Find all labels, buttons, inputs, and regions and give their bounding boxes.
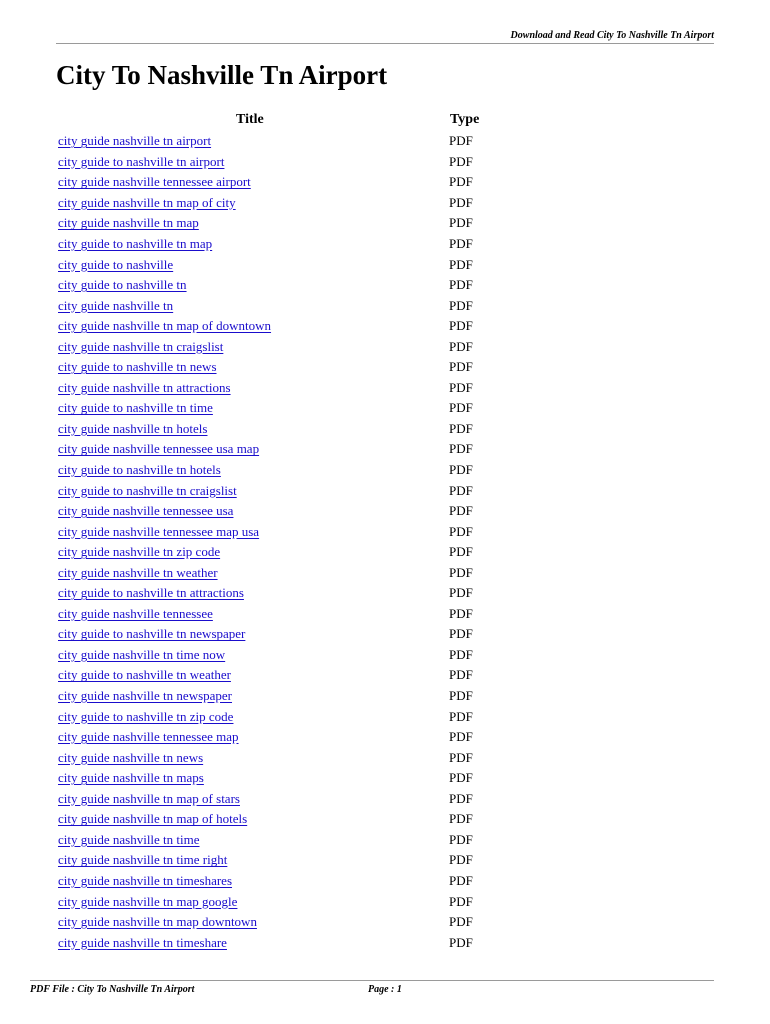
document-type: PDF: [449, 153, 473, 169]
column-header-type: Type: [450, 112, 480, 127]
document-link[interactable]: city guide to nashville tn news: [58, 359, 217, 375]
document-type: PDF: [449, 482, 473, 498]
document-type: PDF: [449, 790, 473, 806]
document-link[interactable]: city guide nashville tn hotels: [58, 420, 208, 436]
table-row: [58, 583, 518, 604]
header-rule: [56, 43, 714, 44]
document-type: PDF: [449, 318, 473, 334]
document-type: PDF: [449, 441, 473, 457]
document-link[interactable]: city guide nashville tennessee map: [58, 729, 239, 745]
document-type: PDF: [449, 297, 473, 313]
table-row: [58, 152, 518, 173]
document-link[interactable]: city guide to nashville tn: [58, 277, 187, 293]
document-link[interactable]: city guide nashville tennessee usa map: [58, 441, 260, 457]
document-type: PDF: [449, 893, 473, 909]
table-row: [58, 336, 518, 357]
document-link[interactable]: city guide nashville tn weather: [58, 564, 218, 580]
table-row: [58, 193, 518, 214]
document-link[interactable]: city guide to nashville tn weather: [58, 667, 231, 683]
table-row: [58, 275, 518, 296]
document-type: PDF: [449, 914, 473, 930]
document-link[interactable]: city guide to nashville tn zip code: [58, 708, 234, 724]
document-type: PDF: [449, 852, 473, 868]
table-row: [58, 624, 518, 645]
table-row: [58, 645, 518, 666]
document-link[interactable]: city guide nashville tennessee airport: [58, 174, 251, 190]
document-link[interactable]: city guide to nashville tn time: [58, 400, 213, 416]
table-row: [58, 357, 518, 378]
table-row: [58, 727, 518, 748]
document-type: PDF: [449, 585, 473, 601]
table-row: [58, 295, 518, 316]
document-type: PDF: [449, 400, 473, 416]
footer-file-label: PDF File : City To Nashville Tn Airport: [30, 984, 195, 995]
document-link[interactable]: city guide nashville tn timeshare: [58, 934, 227, 950]
document-type: PDF: [449, 688, 473, 704]
document-type: PDF: [449, 503, 473, 519]
table-row: [58, 501, 518, 522]
table-row: [58, 378, 518, 399]
table-row: [58, 665, 518, 686]
document-link[interactable]: city guide nashville tn time: [58, 831, 200, 847]
document-type: PDF: [449, 934, 473, 950]
table-row: [58, 747, 518, 768]
footer-rule: [30, 980, 714, 981]
page-title: City To Nashville Tn Airport: [56, 60, 388, 90]
document-type: PDF: [449, 872, 473, 888]
table-row: [58, 768, 518, 789]
document-link[interactable]: city guide to nashville tn hotels: [58, 462, 221, 478]
table-row: [58, 213, 518, 234]
document-type: PDF: [449, 729, 473, 745]
document-link[interactable]: city guide nashville tennessee map usa: [58, 523, 260, 539]
document-type: PDF: [449, 174, 473, 190]
document-link[interactable]: city guide nashville tn maps: [58, 770, 204, 786]
document-type: PDF: [449, 462, 473, 478]
document-link[interactable]: city guide to nashville tn map: [58, 236, 213, 251]
document-link[interactable]: city guide nashville tn news: [58, 749, 204, 765]
table-row: [58, 398, 518, 419]
column-header-title: Title: [236, 112, 264, 127]
document-type: PDF: [449, 831, 473, 847]
table-row: [58, 480, 518, 501]
document-link[interactable]: city guide nashville tn map of downtown: [58, 318, 272, 334]
document-link[interactable]: city guide nashville tn time right: [58, 852, 228, 868]
document-type: PDF: [449, 133, 473, 149]
document-link[interactable]: city guide nashville tn timeshares: [58, 872, 233, 888]
document-type: PDF: [449, 646, 473, 662]
table-row: [58, 562, 518, 583]
document-link[interactable]: city guide nashville tn craigslist: [58, 338, 224, 354]
document-link[interactable]: city guide nashville tn map downtown: [58, 914, 257, 930]
table-row: [58, 542, 518, 563]
document-type: PDF: [449, 215, 473, 231]
document-link[interactable]: city guide nashville tn: [58, 297, 174, 313]
document-type: PDF: [449, 523, 473, 539]
document-type: PDF: [449, 811, 473, 827]
document-type: PDF: [449, 708, 473, 724]
document-link[interactable]: city guide nashville tennessee usa: [58, 503, 234, 519]
table-row: [58, 234, 518, 255]
table-row: [58, 604, 518, 625]
table-row: [58, 830, 518, 851]
document-type: PDF: [449, 256, 473, 272]
table-row: [58, 891, 518, 912]
document-type: PDF: [449, 194, 473, 210]
table-row: [58, 932, 518, 953]
table-row: [58, 254, 518, 275]
table-row: [58, 789, 518, 810]
table-row: [58, 871, 518, 892]
document-link[interactable]: city guide nashville tn map of city: [58, 194, 236, 210]
document-link[interactable]: city guide nashville tn map of stars: [58, 790, 240, 806]
table-row: [58, 706, 518, 727]
document-link[interactable]: city guide nashville tn zip code: [58, 544, 221, 560]
table-row: [58, 316, 518, 337]
document-type: PDF: [449, 626, 473, 642]
document-link[interactable]: city guide to nashville tn newspaper: [58, 626, 246, 642]
table-row: [58, 686, 518, 707]
table-row: [58, 460, 518, 481]
document-link[interactable]: city guide nashville tn map of hotels: [58, 811, 248, 827]
table-row: [58, 419, 518, 440]
document-type: PDF: [449, 605, 473, 621]
document-type: PDF: [449, 544, 473, 560]
document-type: PDF: [449, 236, 473, 251]
table-row: [58, 439, 518, 460]
document-link[interactable]: city guide nashville tn time now: [58, 646, 226, 662]
document-type: PDF: [449, 770, 473, 786]
document-type: PDF: [449, 420, 473, 436]
table-row: [58, 521, 518, 542]
document-link[interactable]: city guide nashville tn attractions: [58, 379, 231, 395]
document-type: PDF: [449, 338, 473, 354]
table-row: [58, 809, 518, 830]
document-type: PDF: [449, 667, 473, 683]
document-link[interactable]: city guide nashville tn map: [58, 215, 199, 231]
document-type: PDF: [449, 564, 473, 580]
table-row: [58, 172, 518, 193]
table-row: [58, 131, 518, 152]
table-row: [58, 850, 518, 871]
document-link[interactable]: city guide nashville tn map google: [58, 893, 238, 909]
document-link[interactable]: city guide nashville tennessee: [58, 605, 213, 621]
table-row: [58, 912, 518, 933]
document-link[interactable]: city guide to nashville tn attractions: [58, 585, 244, 601]
page-header: Download and Read City To Nashville Tn Airport: [510, 30, 714, 41]
document-type: PDF: [449, 749, 473, 765]
document-type: PDF: [449, 277, 473, 293]
document-type: PDF: [449, 379, 473, 395]
document-list: [58, 131, 518, 953]
document-link[interactable]: city guide nashville tn airport: [58, 133, 212, 149]
document-link[interactable]: city guide to nashville tn craigslist: [58, 482, 237, 498]
footer-page-number: Page : 1: [368, 984, 402, 995]
document-link[interactable]: city guide to nashville tn airport: [58, 153, 225, 169]
document-link[interactable]: city guide to nashville: [58, 256, 174, 272]
document-link[interactable]: city guide nashville tn newspaper: [58, 688, 233, 704]
document-type: PDF: [449, 359, 473, 375]
